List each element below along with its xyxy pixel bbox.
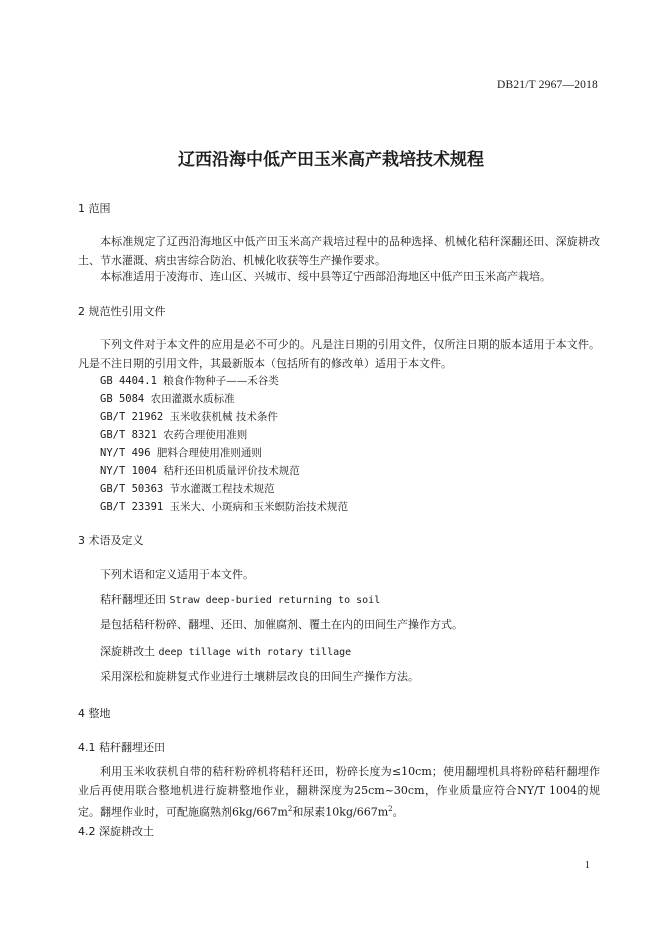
reference-item: GB 5084 农田灌溉水质标准 — [100, 393, 235, 405]
section-4-heading: 4 整地 — [78, 707, 111, 720]
document-number: DB21/T 2967—2018 — [496, 79, 598, 91]
subsection-4-1-paragraph: 利用玉米收获机自带的秸秆粉碎机将秸秆还田，粉碎长度为≤10cm；使用翻埋机具将粉碎秸秆翻埋作业后再使用联合整地机进行旋耕整地作业，翻耕深度为25cm~30cm，作业质量应符合NY/T 1004的规定。翻埋作业时，可配施腐熟剂$6kg/667m^2$和尿素$10kg/667m^2$。 — [78, 765, 600, 819]
reference-item: GB/T 21962 玉米收获机械 技术条件 — [100, 411, 278, 423]
reference-item: GB/T 50363 节水灌溉工程技术规范 — [100, 483, 275, 495]
section-3-heading: 3 术语及定义 — [78, 534, 144, 547]
document-title: 辽西沿海中低产田玉米高产栽培技术规程 — [178, 150, 484, 170]
section-1-heading: 1 范围 — [78, 202, 111, 215]
reference-item: NY/T 496 肥料合理使用准则通则 — [100, 447, 262, 459]
term-1-definition: 是包括秸秆粉碎、翻埋、还田、加催腐剂、覆土在内的田间生产操作方式。 — [100, 618, 463, 631]
subsection-4-2-heading: 4.2 深旋耕改土 — [78, 825, 154, 838]
reference-item: GB/T 8321 农药合理使用准则 — [100, 429, 248, 441]
reference-item: GB 4404.1 粮食作物种子——禾谷类 — [100, 375, 279, 387]
subsection-4-1-heading: 4.1 秸秆翻埋还田 — [78, 741, 165, 754]
term-2-title: 深旋耕改土 deep tillage with rotary tillage — [100, 645, 352, 658]
section-1-paragraph-2: 本标准适用于凌海市、连山区、兴城市、绥中县等辽宁西部沿海地区中低产田玉米高产栽培。 — [100, 270, 551, 283]
reference-item: GB/T 23391 玉米大、小斑病和玉米螟防治技术规范 — [100, 501, 349, 513]
term-2-definition: 采用深松和旋耕复式作业进行土壤耕层改良的田间生产操作方法。 — [100, 670, 419, 683]
reference-item: NY/T 1004 秸秆还田机质量评价技术规范 — [100, 465, 300, 477]
terms-intro: 下列术语和定义适用于本文件。 — [100, 568, 254, 581]
page-number: 1 — [584, 860, 590, 871]
term-1-title: 秸秆翻埋还田 Straw deep-buried returning to soil — [100, 593, 381, 606]
section-2-paragraph-1: 下列文件对于本文件的应用是必不可少的。凡是注日期的引用文件，仅所注日期的版本适用于本文件。凡是不注日期的引用文件，其最新版本（包括所有的修改单）适用于本文件。 — [78, 338, 600, 370]
section-2-heading: 2 规范性引用文件 — [78, 305, 166, 318]
section-1-paragraph-1: 本标准规定了辽西沿海地区中低产田玉米高产栽培过程中的品种选择、机械化秸秆深翻还田、深旋耕改土、节水灌溉、病虫害综合防治、机械化收获等生产操作要求。 — [78, 235, 600, 267]
